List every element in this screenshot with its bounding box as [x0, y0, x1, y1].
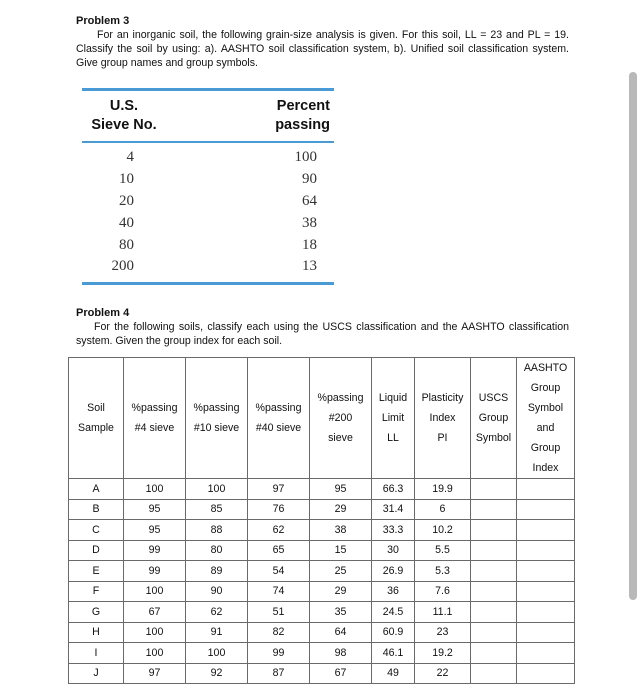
aashto-symbol-cell — [517, 520, 575, 541]
problem3-text: For an inorganic soil, the following grain-size analysis is given. For this soil, LL = 23 and PL = 19. Classify the soil by using: a). AASHTO soil classification system, b). Unified soil classification system. Give group names and group symbols. — [76, 29, 569, 69]
sieve-number-cell: 200 — [111, 258, 134, 275]
liquid-limit-cell: 24.5 — [372, 602, 415, 623]
header-line: USCS — [478, 392, 509, 404]
uscs-symbol-cell — [471, 520, 517, 541]
problem4-text: For the following soils, classify each using the USCS classification and the AASHTO classification system. Given the group index for each soil. — [76, 321, 569, 347]
table-row — [82, 212, 334, 234]
sample-cell: I — [69, 643, 124, 664]
header-soil-sample — [69, 358, 124, 479]
uscs-symbol-cell — [471, 622, 517, 643]
passing-10-cell: 80 — [186, 540, 248, 561]
header-line: LL — [387, 432, 399, 444]
plasticity-index-cell: 19.9 — [415, 479, 471, 500]
plasticity-index-cell: 11.1 — [415, 602, 471, 623]
passing-200-cell: 35 — [310, 602, 372, 623]
passing-4-cell: 67 — [124, 602, 186, 623]
sample-cell: B — [69, 499, 124, 520]
header-line: Plasticity — [421, 392, 464, 404]
sample-cell: E — [69, 561, 124, 582]
soil-table-header-row — [69, 358, 575, 479]
passing-10-cell: 100 — [186, 643, 248, 664]
header-line: #10 sieve — [193, 422, 240, 434]
header-passing-200 — [310, 358, 372, 479]
passing-4-cell: 95 — [124, 520, 186, 541]
sample-cell: J — [69, 663, 124, 684]
plasticity-index-cell: 6 — [415, 499, 471, 520]
liquid-limit-cell: 46.1 — [372, 643, 415, 664]
passing-4-cell: 100 — [124, 581, 186, 602]
uscs-symbol-cell — [471, 479, 517, 500]
sample-cell: A — [69, 479, 124, 500]
passing-10-cell: 100 — [186, 479, 248, 500]
plasticity-index-cell: 5.3 — [415, 561, 471, 582]
header-line: %passing — [255, 402, 302, 414]
uscs-symbol-cell — [471, 540, 517, 561]
passing-4-cell: 99 — [124, 540, 186, 561]
soil-classification-table — [68, 357, 575, 684]
sieve-number-cell: 20 — [119, 192, 134, 209]
plasticity-index-cell: 7.6 — [415, 581, 471, 602]
liquid-limit-cell: 36 — [372, 581, 415, 602]
liquid-limit-cell: 49 — [372, 663, 415, 684]
uscs-symbol-cell — [471, 499, 517, 520]
sieve-no-header: U.S. Sieve No. — [91, 98, 157, 133]
percent-passing-cell: 64 — [302, 192, 317, 209]
header-plasticity-index — [415, 358, 471, 479]
passing-40-cell: 82 — [248, 622, 310, 643]
header-passing-4 — [124, 358, 186, 479]
passing-200-cell: 15 — [310, 540, 372, 561]
header-line: and — [536, 422, 555, 434]
header-line: AASHTO — [523, 362, 568, 374]
sample-cell: D — [69, 540, 124, 561]
passing-10-cell: 62 — [186, 602, 248, 623]
uscs-symbol-cell — [471, 663, 517, 684]
header-line: Group — [530, 382, 561, 394]
liquid-limit-cell: 60.9 — [372, 622, 415, 643]
passing-40-cell: 62 — [248, 520, 310, 541]
sample-cell: C — [69, 520, 124, 541]
passing-10-cell: 90 — [186, 581, 248, 602]
table-row — [69, 602, 575, 623]
header-line: sieve — [328, 432, 353, 444]
sample-cell: H — [69, 622, 124, 643]
passing-200-cell: 64 — [310, 622, 372, 643]
header-line: Group — [530, 442, 561, 454]
header-line: #40 sieve — [255, 422, 302, 434]
percent-passing-cell: 90 — [302, 171, 317, 188]
plasticity-index-cell: 10.2 — [415, 520, 471, 541]
passing-40-cell: 65 — [248, 540, 310, 561]
passing-200-cell: 29 — [310, 581, 372, 602]
passing-200-cell: 29 — [310, 499, 372, 520]
plasticity-index-cell: 19.2 — [415, 643, 471, 664]
passing-200-cell: 25 — [310, 561, 372, 582]
liquid-limit-cell: 33.3 — [372, 520, 415, 541]
uscs-symbol-cell — [471, 581, 517, 602]
liquid-limit-cell: 26.9 — [372, 561, 415, 582]
header-line: Index — [429, 412, 456, 424]
aashto-symbol-cell — [517, 581, 575, 602]
plasticity-index-cell: 5.5 — [415, 540, 471, 561]
header-uscs-symbol — [471, 358, 517, 479]
aashto-symbol-cell — [517, 622, 575, 643]
percent-passing-cell: 38 — [302, 214, 317, 231]
percent-passing-cell: 18 — [302, 236, 317, 253]
passing-10-cell: 91 — [186, 622, 248, 643]
aashto-symbol-cell — [517, 540, 575, 561]
table-row — [82, 191, 334, 213]
aashto-symbol-cell — [517, 561, 575, 582]
passing-40-cell: 99 — [248, 643, 310, 664]
percent-passing-header: Percent passing — [275, 98, 330, 133]
passing-4-cell: 97 — [124, 663, 186, 684]
percent-passing-cell: 13 — [302, 258, 317, 275]
header-line: %passing — [193, 402, 240, 414]
sieve-number-cell: 40 — [119, 214, 134, 231]
sieve-number-cell: 10 — [119, 171, 134, 188]
liquid-limit-cell: 66.3 — [372, 479, 415, 500]
percent-passing-cell: 100 — [294, 149, 317, 166]
passing-200-cell: 95 — [310, 479, 372, 500]
table-bottom-rule — [82, 282, 334, 285]
soil-table-body — [69, 479, 575, 684]
header-line: Symbol — [527, 402, 564, 414]
sieve-table-body — [82, 143, 334, 278]
table-row — [82, 234, 334, 256]
passing-10-cell: 85 — [186, 499, 248, 520]
header-line: Symbol — [475, 432, 512, 444]
header-line: Group — [478, 412, 509, 424]
passing-4-cell: 100 — [124, 643, 186, 664]
plasticity-index-cell: 23 — [415, 622, 471, 643]
uscs-symbol-cell — [471, 602, 517, 623]
aashto-symbol-cell — [517, 499, 575, 520]
passing-200-cell: 98 — [310, 643, 372, 664]
aashto-symbol-cell — [517, 643, 575, 664]
vertical-scrollbar[interactable] — [629, 72, 637, 600]
passing-4-cell: 100 — [124, 479, 186, 500]
passing-40-cell: 74 — [248, 581, 310, 602]
header-passing-40 — [248, 358, 310, 479]
aashto-symbol-cell — [517, 602, 575, 623]
header-passing-10 — [186, 358, 248, 479]
header-line: Index — [532, 462, 559, 474]
passing-40-cell: 51 — [248, 602, 310, 623]
liquid-limit-cell: 31.4 — [372, 499, 415, 520]
uscs-symbol-cell — [471, 643, 517, 664]
uscs-symbol-cell — [471, 561, 517, 582]
passing-200-cell: 67 — [310, 663, 372, 684]
table-row — [69, 540, 575, 561]
aashto-symbol-cell — [517, 479, 575, 500]
table-row — [69, 581, 575, 602]
passing-40-cell: 97 — [248, 479, 310, 500]
header-line: Sample — [78, 422, 114, 434]
header-line: Liquid — [378, 392, 408, 404]
plasticity-index-cell: 22 — [415, 663, 471, 684]
table-row — [69, 561, 575, 582]
sieve-table-header — [82, 91, 334, 141]
header-liquid-limit — [372, 358, 415, 479]
passing-4-cell: 100 — [124, 622, 186, 643]
header-line: Soil — [87, 402, 105, 414]
passing-40-cell: 87 — [248, 663, 310, 684]
passing-200-cell: 38 — [310, 520, 372, 541]
table-row — [69, 479, 575, 500]
header-line: #4 sieve — [134, 422, 175, 434]
header-line: %passing — [131, 402, 178, 414]
problem4-title: Problem 4 — [76, 307, 130, 319]
table-row — [82, 147, 334, 169]
passing-4-cell: 99 — [124, 561, 186, 582]
sieve-number-cell: 80 — [119, 236, 134, 253]
problem3-title: Problem 3 — [76, 15, 130, 27]
table-row — [69, 622, 575, 643]
sample-cell: F — [69, 581, 124, 602]
passing-10-cell: 89 — [186, 561, 248, 582]
sieve-analysis-table — [82, 88, 334, 285]
table-row — [69, 520, 575, 541]
table-row — [82, 169, 334, 191]
table-row — [69, 643, 575, 664]
passing-10-cell: 88 — [186, 520, 248, 541]
table-row — [82, 256, 334, 278]
passing-10-cell: 92 — [186, 663, 248, 684]
aashto-symbol-cell — [517, 663, 575, 684]
header-line: PI — [437, 432, 448, 444]
sieve-number-cell: 4 — [126, 149, 134, 166]
header-line: %passing — [317, 392, 364, 404]
passing-40-cell: 76 — [248, 499, 310, 520]
passing-40-cell: 54 — [248, 561, 310, 582]
liquid-limit-cell: 30 — [372, 540, 415, 561]
table-row — [69, 663, 575, 684]
passing-4-cell: 95 — [124, 499, 186, 520]
table-row — [69, 499, 575, 520]
sample-cell: G — [69, 602, 124, 623]
header-aashto-symbol — [517, 358, 575, 479]
header-line: Limit — [381, 412, 405, 424]
header-line: #200 — [328, 412, 353, 424]
